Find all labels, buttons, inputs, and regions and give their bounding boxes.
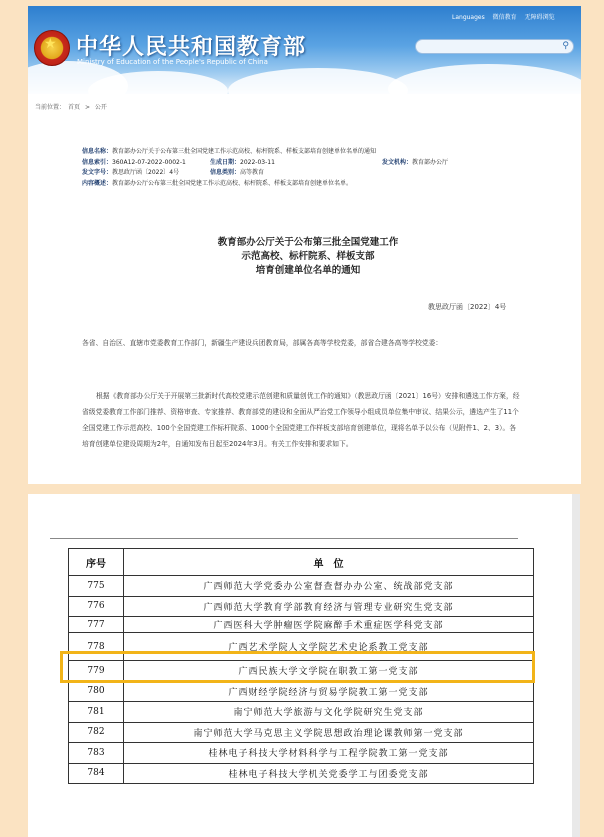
table-row — [69, 681, 534, 702]
meta-summary-label: 内容概述： — [82, 179, 113, 187]
row-unit: 广西师范大学教育学部教育经济与管理专业研究生党支部 — [124, 596, 534, 617]
table-row — [69, 596, 534, 617]
document-recipients: 各省、自治区、直辖市党委教育工作部门，新疆生产建设兵团教育局，部属各高等学校党委，部省合建各高等学校党委： — [82, 339, 443, 347]
document-metadata — [82, 147, 449, 189]
meta-row-summary — [82, 179, 376, 190]
highlight-box — [60, 651, 535, 683]
row-number: 779 — [69, 661, 124, 682]
meta-row-docno — [82, 168, 376, 179]
page-rule — [50, 538, 518, 539]
row-number: 784 — [69, 763, 124, 784]
breadcrumb-home[interactable]: 首页 — [68, 104, 81, 111]
site-title: 中华人民共和国教育部 — [76, 34, 307, 60]
row-number: 775 — [69, 576, 124, 597]
row-unit: 广西民族大学文学院在职教工第一党支部 — [124, 661, 534, 682]
meta-index-label: 信息索引： — [82, 158, 113, 166]
meta-date-label: 生成日期： — [210, 158, 241, 166]
unit-list-page — [28, 494, 580, 837]
row-number: 776 — [69, 596, 124, 617]
search-input[interactable] — [415, 39, 574, 54]
table-row — [69, 576, 534, 597]
row-unit: 广西师范大学党委办公室督查督办办公室、统战部党支部 — [124, 576, 534, 597]
site-header — [28, 6, 581, 94]
breadcrumb-current[interactable]: 公开 — [94, 104, 107, 111]
meta-org-value: 教育部办公厅 — [412, 158, 449, 166]
meta-docno-value: 教思政厅函〔2022〕4号 — [112, 169, 180, 176]
site-subtitle: Ministry of Education of the People's Republic of China — [77, 58, 268, 66]
row-unit: 桂林电子科技大学机关党委学工与团委党支部 — [124, 763, 534, 784]
accessibility-link[interactable]: 无障碍浏览 — [524, 14, 555, 21]
search-icon[interactable]: ⚲ — [562, 41, 569, 51]
national-emblem-icon: ★ — [34, 30, 70, 66]
meta-category-label: 信息类别： — [210, 169, 241, 176]
meta-index-value: 360A12-07-2022-0002-1 — [112, 158, 186, 166]
document-title — [88, 236, 528, 278]
table-row — [69, 722, 534, 743]
document-title-line: 教育部办公厅关于公布第三批全国党建工作 — [217, 237, 399, 248]
meta-category-value: 高等教育 — [240, 169, 265, 176]
breadcrumb — [35, 102, 110, 111]
header-unit: 单 位 — [124, 549, 534, 576]
top-links — [452, 12, 561, 21]
meta-org-label: 发文机构： — [382, 158, 413, 166]
document-title-line: 示范高校、标杆院系、样板支部 — [241, 251, 375, 262]
table-header-row — [69, 549, 534, 576]
document-page — [28, 6, 581, 484]
meta-date-value: 2022-03-11 — [240, 158, 275, 166]
breadcrumb-separator: > — [84, 104, 90, 111]
row-unit: 广西艺术学院人文学院艺术史论系教工党支部 — [124, 633, 534, 661]
languages-link[interactable]: Languages — [452, 14, 485, 21]
document-title-line: 培育创建单位名单的通知 — [255, 265, 361, 276]
table-row — [69, 702, 534, 723]
row-number: 783 — [69, 743, 124, 764]
scrollbar[interactable] — [572, 494, 580, 837]
row-number: 782 — [69, 722, 124, 743]
wechat-link[interactable]: 微信教育 — [492, 14, 517, 21]
table-row — [69, 617, 534, 633]
row-number: 778 — [69, 633, 124, 661]
row-unit: 南宁师范大学马克思主义学院思想政治理论课教师第一党支部 — [124, 722, 534, 743]
table-row — [69, 763, 534, 784]
meta-name-label: 信息名称： — [82, 148, 113, 155]
row-number: 781 — [69, 702, 124, 723]
document-number: 教思政厅函〔2022〕4号 — [428, 303, 507, 311]
row-unit: 广西财经学院经济与贸易学院教工第一党支部 — [124, 681, 534, 702]
row-unit: 南宁师范大学旅游与文化学院研究生党支部 — [124, 702, 534, 723]
meta-row-name — [82, 147, 376, 158]
meta-name-value: 教育部办公厅关于公布第三批全国党建工作示范高校、标杆院系、样板支部培育创建单位名单的通知 — [112, 148, 377, 155]
row-unit: 广西医科大学肿瘤医学院麻醉手术重症医学科党支部 — [124, 617, 534, 633]
row-number: 777 — [69, 617, 124, 633]
header-number: 序号 — [69, 549, 124, 576]
meta-summary-value: 教育部办公厅公布第三批全国党建工作示范高校、标杆院系、样板支部培育创建单位名单。 — [112, 179, 353, 187]
meta-row-index — [82, 158, 449, 169]
breadcrumb-prefix: 当前位置： — [35, 104, 66, 111]
meta-docno-label: 发文字号： — [82, 169, 113, 176]
table-row — [69, 743, 534, 764]
document-body — [82, 388, 522, 452]
body-paragraph: 根据《教育部办公厅关于开展第三批新时代高校党建示范创建和质量创优工作的通知》（教思政厅函〔2021〕16号）安排和遴选工作方案，经省级党委教育工作部门推荐、资格审查、专家推荐、教育部党的建设和全面从严治党工作领导小组成员单位集中审议、结果公示，遴选产生了11个全国党建工作示范高校、100个全国党建工作标杆院系、1000个全国党建工作样板支部培育创建单位，现将名单予以公布（见附件1、2、3）。各培育创建单位建设周期为2年，自通知发布日起至2024年3月。有关工作安排和要求如下。 — [82, 392, 520, 448]
row-unit: 桂林电子科技大学材料科学与工程学院教工第一党支部 — [124, 743, 534, 764]
row-number: 780 — [69, 681, 124, 702]
